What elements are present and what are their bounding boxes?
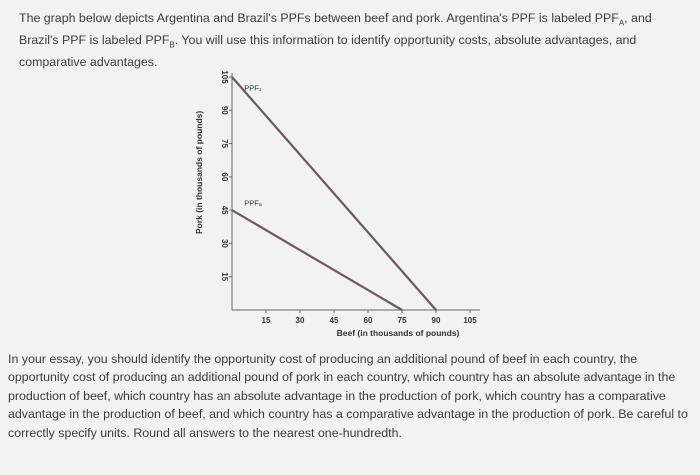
x-tick-label: 15 (261, 316, 271, 325)
y-tick-label: 45 (220, 205, 229, 215)
x-tick-label: 30 (295, 316, 305, 325)
intro-paragraph (19, 10, 684, 71)
essay-text: In your essay, you should identify the opportunity cost of producing an additional pound of beef in each country, the opportunity cost of producing an additional pound of pork in each country, which country has an absolute advantage in the production of beef, which country has an absolute advantage in the production of pork, which country has a comparative advantage in the production of beef, and which country has a comparative advantage in the production of pork. Be careful to correctly specify units. Round all answers to the nearest one-hundredth. (8, 352, 688, 440)
ppf-line-1 (232, 210, 402, 310)
y-tick-label: 90 (220, 105, 229, 115)
x-tick-label: 90 (431, 316, 441, 325)
ppf-label-1: PPFₐ (244, 198, 262, 208)
intro-text-1: The graph below depicts Argentina and Brazil's PPFs between beef and pork. Argentina's PPF is labeled PPF (19, 11, 619, 25)
intro-text-1b: , and (624, 11, 652, 25)
x-tick-label: 60 (363, 316, 373, 325)
ppf-chart (160, 65, 500, 355)
y-tick-label: 30 (220, 238, 229, 248)
y-tick-label: 15 (220, 272, 229, 282)
intro-line-1 (19, 10, 684, 32)
intro-sub-b: B (169, 40, 175, 50)
y-axis-label: Pork (in thousands of pounds) (194, 110, 204, 235)
y-tick-label: 60 (220, 172, 229, 182)
y-tick-label: 75 (220, 139, 229, 149)
x-tick-label: 75 (397, 316, 407, 325)
intro-line-2 (19, 32, 684, 54)
ppf-label-0: PPF₁ (244, 83, 262, 93)
ppf-line-0 (232, 77, 436, 310)
chart-canvas (160, 65, 500, 350)
intro-text-2: Brazil's PPF is labeled PPF (19, 32, 170, 47)
essay-instructions (8, 350, 696, 442)
intro-text-2b: . You will use this information to identify opportunity costs, absolute advantages, and (174, 32, 637, 47)
x-axis-label: Beef (in thousands of pounds) (336, 328, 460, 338)
x-tick-label: 105 (463, 316, 477, 325)
y-tick-label: 105 (220, 70, 229, 84)
x-tick-label: 45 (329, 316, 339, 325)
intro-sub-a: A (618, 18, 625, 28)
intro-text-3: comparative advantages. (19, 54, 158, 69)
